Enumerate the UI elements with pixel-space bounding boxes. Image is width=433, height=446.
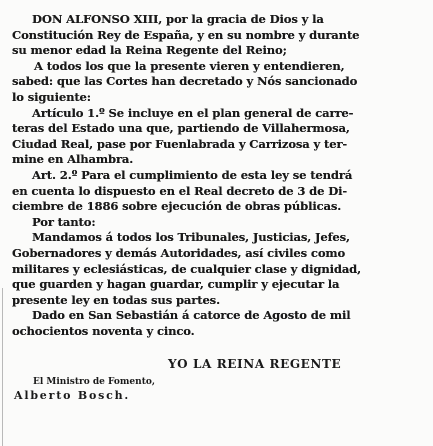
decree-line: lo siguiente: — [12, 89, 91, 104]
column-rule — [2, 288, 3, 446]
decree-line: su menor edad la Reina Regente del Reino; — [12, 43, 287, 58]
decree-line: sabed: que las Cortes han decretado y Nós sancionado — [12, 74, 358, 89]
decree-line: Dado en San Sebastián á catorce de Agosto de mil — [32, 308, 351, 323]
decree-line: que guarden y hagan guardar, cumplir y ejecutar la — [12, 277, 340, 292]
decree-line: ciembre de 1886 sobre ejecución de obras públicas. — [12, 199, 342, 214]
decree-line: Art. 2.º Para el cumplimiento de esta ley se tendrá — [32, 167, 353, 182]
decree-text — [12, 12, 423, 339]
decree-line: en cuenta lo dispuesto en el Real decreto de 3 de Di- — [12, 183, 348, 198]
decree-line: Mandamos á todos los Tribunales, Justicias, Jefes, — [32, 230, 350, 245]
minister-title: El Ministro de Fomento, — [33, 377, 155, 387]
decree-line: mine en Alhambra. — [12, 152, 134, 167]
decree-line: militares y eclesiásticas, de cualquier clase y dignidad, — [12, 261, 362, 276]
decree-line: ochocientos noventa y cinco. — [12, 323, 195, 338]
decree-line: Por tanto: — [32, 214, 96, 229]
decree-line: teras del Estado una que, partiendo de Villahermosa, — [12, 121, 350, 136]
decree-line: Gobernadores y demás Autoridades, así civiles como — [12, 245, 346, 260]
decree-line: Ciudad Real, pase por Fuenlabrada y Carrizosa y ter- — [12, 136, 348, 151]
decree-line: Constitución Rey de España, y en su nombre y durante — [12, 27, 360, 42]
minister-name: Alberto Bosch. — [14, 389, 130, 402]
decree-line: DON ALFONSO XIII, por la gracia de Dios y la — [32, 12, 324, 26]
decree-line: presente ley en todas sus partes. — [12, 292, 220, 307]
royal-signature: YO LA REINA REGENTE — [168, 357, 342, 371]
decree-line: Artículo 1.º Se incluye en el plan general de carre- — [32, 105, 354, 120]
decree-line: A todos los que la presente vieren y entendieren, — [34, 58, 345, 73]
